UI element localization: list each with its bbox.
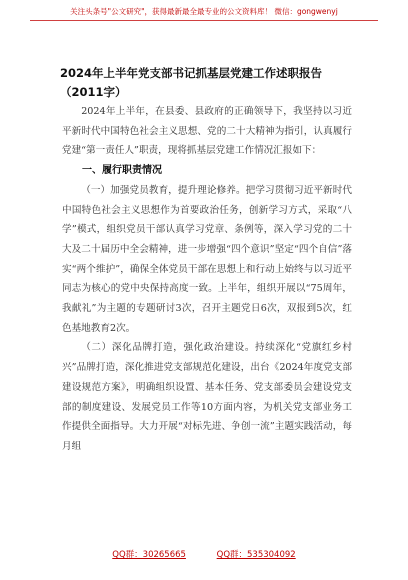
footer [0,548,408,560]
header-banner: 关注头条号"公文研究"，获得最新最全最专业的公文资料库！ 微信：gongwenyj [70,7,338,16]
document-body [62,102,352,457]
intro-paragraph: 2024年上半年，在县委、县政府的正确领导下，我坚持以习近平新时代中国特色社会主义思想、党的二十大精神为指引，认真履行党建“第一责任人”职责，现将抓基层党建工作情况汇报如下： [62,106,352,157]
document-title: 2024年上半年党支部书记抓基层党建工作述职报告（2011字） [60,66,323,99]
body-paragraph-1: （一）加强党员教育，提升理论修养。把学习贯彻习近平新时代中国特色社会主义思想作为首要政治任务，创新学习方式，采取“八学”模式，组织党员干部认真学习党章、条例等，深入学习党的二十大及二十届历中全会精神，进一步增强“四个意识”坚定“四个自信”落实“两个维护”，确保全体党员干部在思想上和行动上始终与以习近平同志为核心的党中央保持高度一致。上半年，组织开展以“75周年，我献礼”为主题的专题研讨3次，召开主题党日6次，双报到5次，红色基地教育2次。 [62,184,352,334]
header-divider [30,20,378,21]
qq-group-2: QQ群：535304092 [216,550,296,560]
qq-group-1: QQ群：30265665 [112,550,186,560]
section-heading: 一、履行职责情况 [82,165,162,177]
body-paragraph-2: （二）深化品牌打造，强化政治建设。持续深化“党旗红乡村兴”品牌打造，深化推进党支部规范化建设，出台《2024年度党支部建设规范方案》，明确组织设置、基本任务、党支部委员会建设党支部的制度建设、发展党员工作等10方面内容，为机关党支部业务工作提供全面指导。大力开展“对标先进、争创一流”主题实践活动，每月组 [62,342,352,452]
